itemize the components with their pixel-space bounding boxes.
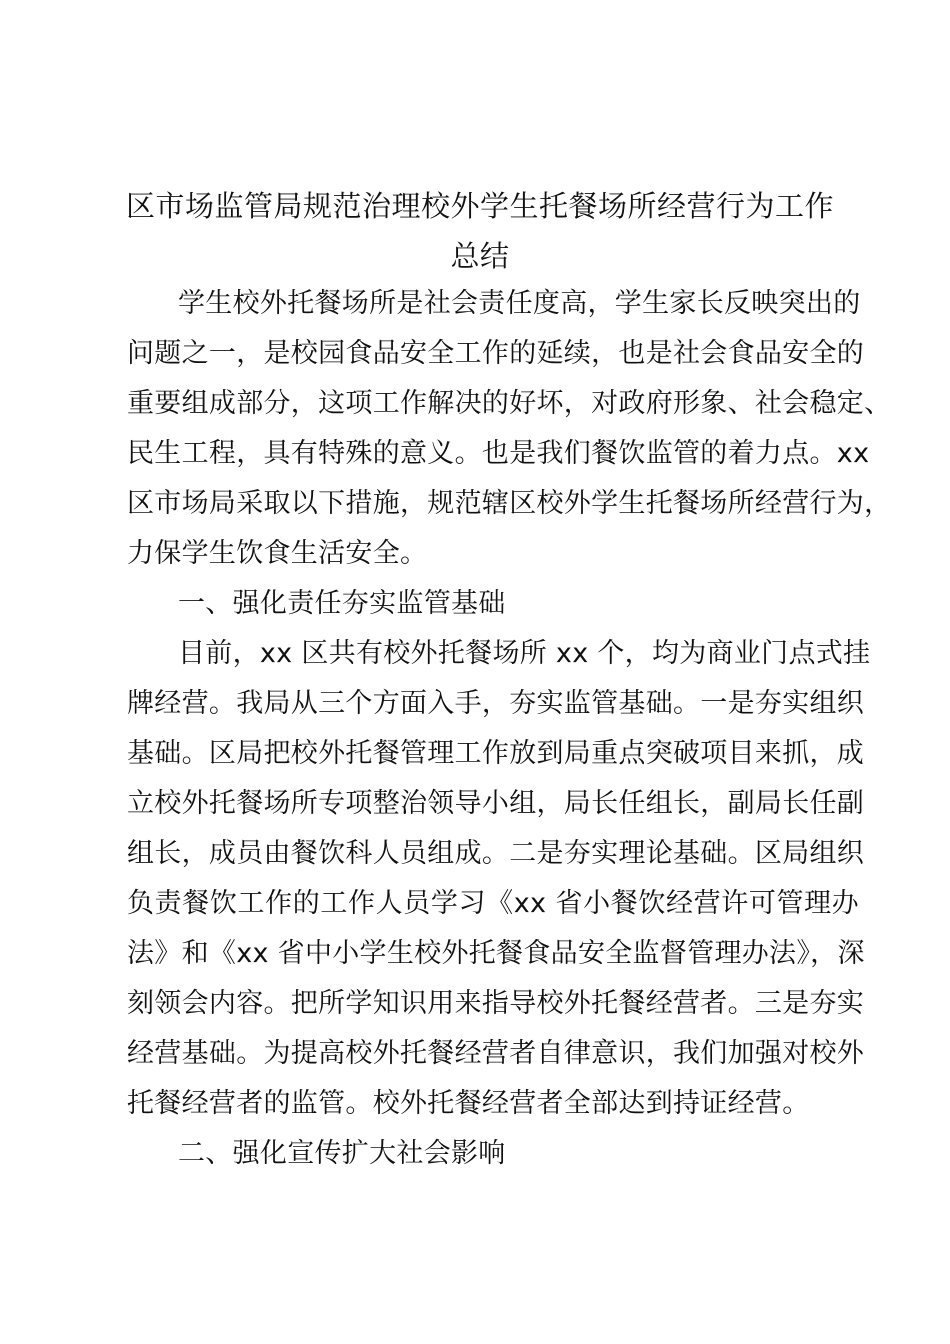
paragraph-2-line-9: 经营基础。为提高校外托餐经营者自律意识，我们加强对校外 [127,1038,865,1069]
paragraph-1-line-3: 重要组成部分，这项工作解决的好坏，对政府形象、社会稳定、 [127,388,892,419]
document-title-line-2: 总结 [450,239,510,273]
paragraph-1-line-1: 学生校外托餐场所是社会责任度高，学生家长反映突出的 [178,288,861,319]
paragraph-2-line-6: 负责餐饮工作的工作人员学习《xx 省小餐饮经营许可管理办 [127,888,859,919]
document-title-line-1: 区市场监管局规范治理校外学生托餐场所经营行为工作 [125,189,834,223]
paragraph-2-line-1: 目前，xx 区共有校外托餐场所 xx 个，均为商业门点式挂 [178,638,871,669]
paragraph-2-line-8: 刻领会内容。把所学知识用来指导校外托餐经营者。三是夯实 [127,988,865,1019]
paragraph-2-line-3: 基础。区局把校外托餐管理工作放到局重点突破项目来抓，成 [127,738,865,769]
paragraph-2-line-2: 牌经营。我局从三个方面入手，夯实监管基础。一是夯实组织 [127,688,865,719]
paragraph-2-line-5: 组长，成员由餐饮科人员组成。二是夯实理论基础。区局组织 [127,838,865,869]
section-heading-1: 一、强化责任夯实监管基础 [178,588,506,619]
paragraph-1-line-4: 民生工程，具有特殊的意义。也是我们餐饮监管的着力点。xx [127,438,870,469]
paragraph-1-line-6: 力保学生饮食生活安全。 [127,538,428,569]
section-heading-2: 二、强化宣传扩大社会影响 [178,1138,506,1169]
paragraph-2-line-10: 托餐经营者的监管。校外托餐经营者全部达到持证经营。 [127,1088,810,1119]
paragraph-1-line-5: 区市场局采取以下措施，规范辖区校外学生托餐场所经营行为， [127,488,892,519]
paragraph-1-line-2: 问题之一，是校园食品安全工作的延续，也是社会食品安全的 [127,338,865,369]
paragraph-2-line-7: 法》和《xx 省中小学生校外托餐食品安全监督管理办法》，深 [127,938,865,969]
paragraph-2-line-4: 立校外托餐场所专项整治领导小组，局长任组长，副局长任副 [127,788,865,819]
